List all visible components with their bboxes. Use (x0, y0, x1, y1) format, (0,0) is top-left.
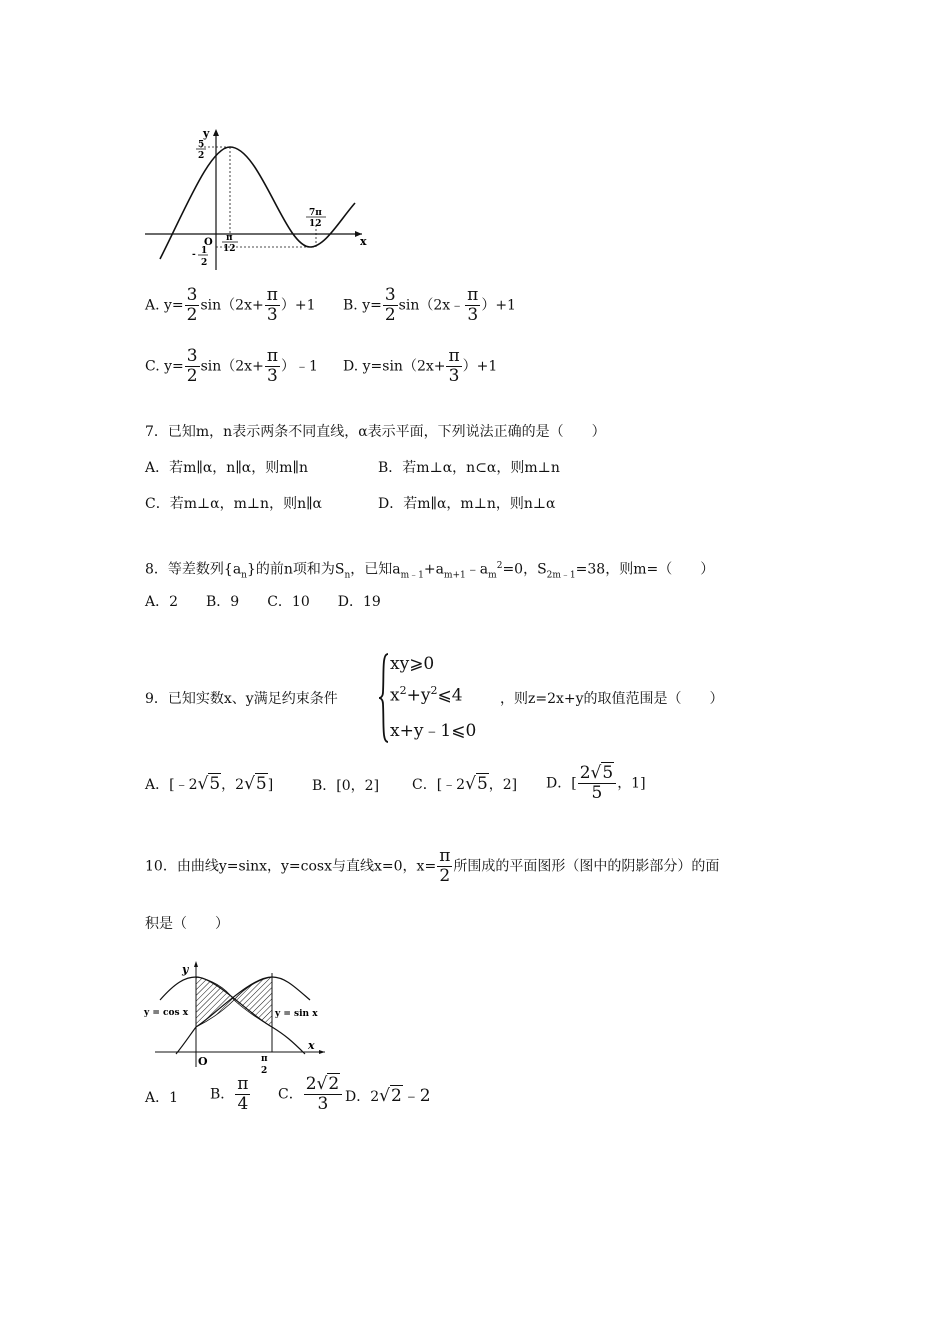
sqrt (465, 774, 489, 795)
coef-frac (185, 287, 200, 324)
opt-part: ，2] (488, 777, 518, 793)
q7-stem: 7．已知m，n表示两条不同直线，α表示平面，下列说法正确的是（ ） (145, 424, 606, 440)
radical: √ (465, 774, 476, 794)
d-frac (578, 765, 617, 802)
opt-c-mid: sin（2x+ (200, 358, 264, 375)
q8-sup: 2 (496, 561, 503, 571)
opt-part: A．[﹣2 (145, 777, 198, 793)
q9-option-a (145, 774, 273, 795)
frac-num: π (448, 346, 460, 366)
q8-sub: m (488, 570, 497, 581)
q8-stem (145, 556, 714, 585)
q8-part: 8．等差数列{a (145, 561, 242, 578)
min-minus: - (192, 250, 196, 260)
radical: √ (379, 1086, 390, 1106)
opt-part: B． (210, 1086, 235, 1103)
radicand: 2 (390, 1086, 402, 1106)
opt-part: ] (267, 777, 274, 793)
frac-den: 5 (591, 783, 603, 803)
frac-den: 3 (467, 305, 479, 325)
x2-den: 12 (309, 219, 322, 229)
max-num: 5 (198, 140, 205, 150)
coef: 2 (579, 763, 591, 783)
cos-label: y = cos x (144, 1008, 189, 1018)
c2-part: +y (406, 685, 431, 706)
pi-num: π (261, 1054, 268, 1064)
frac-num: 3 (186, 285, 198, 305)
frac-den: 3 (266, 366, 278, 386)
opt-b-post: ）+1 (481, 297, 516, 314)
opt-part: D．2 (345, 1089, 380, 1105)
coef: 2 (305, 1074, 317, 1094)
y-arrow (194, 961, 198, 967)
pi-half-frac (437, 848, 452, 885)
radicand: 5 (255, 774, 267, 794)
phase-frac (446, 348, 461, 385)
x1-den: 12 (223, 244, 236, 254)
sin-label: y = sin x (275, 1009, 318, 1019)
frac-den: 2 (384, 305, 396, 325)
radical: √ (244, 774, 255, 794)
y-label: y (203, 127, 210, 140)
b-frac (235, 1076, 250, 1113)
radicand: 5 (476, 774, 488, 794)
q8-sub: n (241, 570, 247, 581)
q9-stem-pre: 9．已知实数x、y满足约束条件 (145, 691, 338, 707)
opt-b-mid: sin（2x﹣ (398, 297, 465, 314)
constraint-3: x+y﹣1⩽0 (390, 721, 477, 741)
phase-frac (265, 348, 280, 385)
pi-den: 2 (261, 1066, 268, 1075)
radical: √ (316, 1074, 328, 1094)
frac-num: π (439, 846, 451, 866)
left-brace (378, 652, 390, 744)
frac-num: π (467, 285, 479, 305)
opt-a-post: ）+1 (280, 297, 316, 314)
opt-d-pre: D. y=sin（2x+ (343, 358, 446, 375)
q8-sub: m+1 (443, 570, 466, 581)
q6-option-b (343, 287, 516, 324)
c2-sup: 2 (430, 684, 438, 697)
c2-part: ⩽4 (437, 685, 463, 706)
q10-stem-line2: 积是（ ） (145, 916, 229, 932)
origin-label: O (204, 237, 213, 248)
opt-part: C．[﹣2 (412, 777, 466, 793)
phase-frac (265, 287, 280, 324)
min-num: 1 (201, 246, 208, 256)
q8-part: +a (423, 561, 444, 578)
c-frac (304, 1076, 343, 1113)
q10-option-d (345, 1086, 431, 1107)
radical: √ (590, 763, 602, 783)
sin-cos-area-figure (140, 955, 340, 1075)
radical: √ (197, 774, 209, 794)
x1-num: π (226, 233, 233, 243)
min-den: 2 (201, 258, 208, 268)
frac-den: 4 (237, 1094, 249, 1114)
q10-option-c (278, 1076, 343, 1113)
stem-part: 10．由曲线y=sinx，y=cosx与直线x=0，x= (145, 858, 437, 875)
opt-part: ﹣2 (402, 1086, 431, 1106)
frac-num: π (266, 346, 278, 366)
coef-frac (185, 348, 200, 385)
sqrt (379, 1086, 403, 1107)
frac-num (304, 1076, 343, 1095)
opt-d-post: ）+1 (462, 358, 498, 375)
q8-part: ，已知a (350, 561, 401, 578)
sqrt (591, 765, 615, 782)
q8-part: }的前n项和为S (246, 561, 345, 578)
opt-b-pre: B. y= (343, 297, 382, 314)
opt-c-post: ）﹣1 (281, 358, 318, 375)
q9-option-b: B．[0，2] (312, 778, 380, 794)
q8-part: =38，则m=（ ） (575, 561, 715, 578)
q10-stem (145, 848, 719, 885)
q6-option-a (145, 287, 316, 324)
q8-sub: n (344, 570, 351, 581)
q8-part: =0，S (502, 561, 547, 578)
sine-graph-figure (140, 125, 370, 275)
frac-den: 2 (186, 305, 198, 325)
y-arrow (213, 129, 219, 136)
frac-den: 2 (439, 866, 451, 886)
q6-option-d (343, 348, 497, 385)
q7-option-c: C．若m⊥α，m⊥n，则n∥α (145, 496, 323, 512)
frac-den: 3 (317, 1094, 329, 1114)
frac-num: 3 (384, 285, 396, 305)
origin-label: O (198, 1055, 208, 1068)
max-den: 2 (198, 151, 205, 161)
frac-num: π (237, 1074, 249, 1094)
sine-curve (160, 147, 355, 259)
q7-option-a: A．若m∥α，n∥α，则m∥n (145, 460, 309, 476)
opt-part: D．[ (546, 775, 577, 792)
frac-num: π (266, 285, 278, 305)
radicand: 2 (328, 1074, 340, 1094)
radicand: 5 (602, 763, 614, 783)
frac-num: 3 (186, 346, 198, 366)
frac-num (578, 765, 617, 784)
constraint-1: xy⩾0 (390, 654, 435, 674)
opt-part: ，1] (617, 775, 646, 792)
opt-a-mid: sin（2x+ (200, 297, 264, 314)
opt-a-pre: A. y= (145, 297, 184, 314)
sqrt (244, 774, 268, 795)
sqrt (197, 774, 221, 795)
opt-c-pre: C. y= (145, 358, 184, 375)
c2-sup: 2 (399, 684, 407, 697)
q9-option-d (546, 765, 646, 802)
q9-stem-post: ，则z=2x+y的取值范围是（ ） (500, 691, 724, 707)
stem-part: 所围成的平面图形（图中的阴影部分）的面 (453, 858, 720, 875)
x-arrow (319, 1050, 325, 1054)
q10-option-a: A．1 (145, 1090, 179, 1106)
q8-sub: 2m﹣1 (546, 570, 576, 581)
constraint-2 (390, 684, 463, 706)
opt-part: ，2 (221, 777, 245, 793)
q7-option-d: D．若m∥α，m⊥n，则n⊥α (378, 496, 556, 512)
coef-frac (383, 287, 398, 324)
y-label: y (182, 963, 189, 976)
opt-part: C． (278, 1086, 303, 1103)
q6-option-c (145, 348, 318, 385)
q8-options: A．2 B．9 C．10 D．19 (145, 594, 381, 610)
shaded-right (234, 977, 272, 1027)
c2-part: x (390, 685, 400, 706)
radicand: 5 (209, 774, 221, 794)
frac-den: 3 (266, 305, 278, 325)
q8-part: ﹣a (465, 561, 489, 578)
sqrt (317, 1076, 341, 1093)
q7-option-b: B．若m⊥α，n⊂α，则m⊥n (378, 460, 560, 476)
x2-num: 7π (309, 208, 322, 218)
q8-sub: m﹣1 (400, 570, 424, 581)
q9-option-c (412, 774, 517, 795)
frac-den: 2 (186, 366, 198, 386)
x-label: x (308, 1039, 315, 1052)
frac-den: 3 (448, 366, 460, 386)
q10-option-b (210, 1076, 251, 1113)
phase-frac (465, 287, 480, 324)
x-label: x (360, 235, 367, 248)
